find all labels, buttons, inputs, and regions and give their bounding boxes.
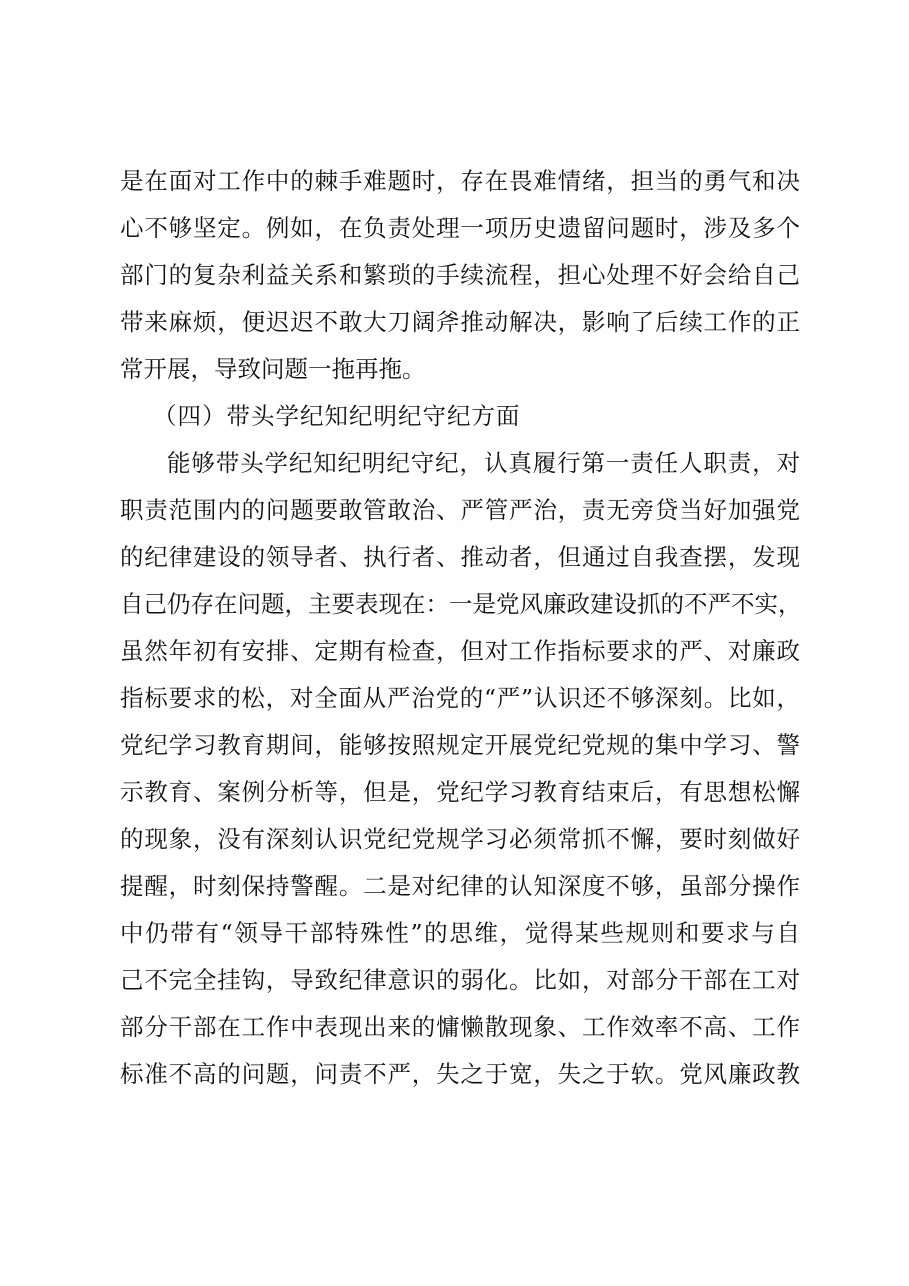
paragraph-line: 自己仍存在问题，主要表现在：一是党风廉政建设抓的不严不实， xyxy=(120,590,802,618)
paragraph-line: 部分干部在工作中表现出来的慵懒散现象、工作效率不高、工作 xyxy=(120,1013,800,1041)
paragraph-line: 己不完全挂钩，导致纪律意识的弱化。比如，对部分干部在工对 xyxy=(120,966,800,994)
paragraph-line: 指标要求的松，对全面从严治党的“严”认识还不够深刻。比如， xyxy=(120,684,800,712)
paragraph-line: 常开展，导致问题一拖再拖。 xyxy=(120,355,426,383)
paragraph-line: 带来麻烦，便迟迟不敢大刀阔斧推动解决，影响了后续工作的正 xyxy=(120,308,800,336)
paragraph-line: 党纪学习教育期间，能够按照规定开展党纪党规的集中学习、警 xyxy=(120,731,800,759)
paragraph-line: 部门的复杂利益关系和繁琐的手续流程，担心处理不好会给自己 xyxy=(120,261,800,289)
paragraph-line: 的现象，没有深刻认识党纪党规学习必须常抓不懈，要时刻做好 xyxy=(120,825,800,853)
paragraph-line: 能够带头学纪知纪明纪守纪，认真履行第一责任人职责，对 xyxy=(167,449,800,477)
paragraph-line: 虽然年初有安排、定期有检查，但对工作指标要求的严、对廉政 xyxy=(120,637,800,665)
paragraph-line: 示教育、案例分析等，但是，党纪学习教育结束后，有思想松懈 xyxy=(120,778,800,806)
paragraph-line: 提醒，时刻保持警醒。二是对纪律的认知深度不够，虽部分操作 xyxy=(120,872,800,900)
paragraph-line: 职责范围内的问题要敢管敢治、严管严治，责无旁贷当好加强党 xyxy=(120,496,800,524)
paragraph-line: 是在面对工作中的棘手难题时，存在畏难情绪，担当的勇气和决 xyxy=(120,167,800,195)
paragraph-line: 标准不高的问题，问责不严，失之于宽，失之于软。党风廉政教 xyxy=(120,1060,800,1088)
document-body xyxy=(120,158,800,1098)
paragraph-line: 中仍带有“领导干部特殊性”的思维，觉得某些规则和要求与自 xyxy=(120,919,800,947)
paragraph-line: 心不够坚定。例如，在负责处理一项历史遗留问题时，涉及多个 xyxy=(120,214,800,242)
paragraph-line: 的纪律建设的领导者、执行者、推动者，但通过自我查摆，发现 xyxy=(120,543,800,571)
section-heading: （四）带头学纪知纪明纪守纪方面 xyxy=(153,402,521,430)
